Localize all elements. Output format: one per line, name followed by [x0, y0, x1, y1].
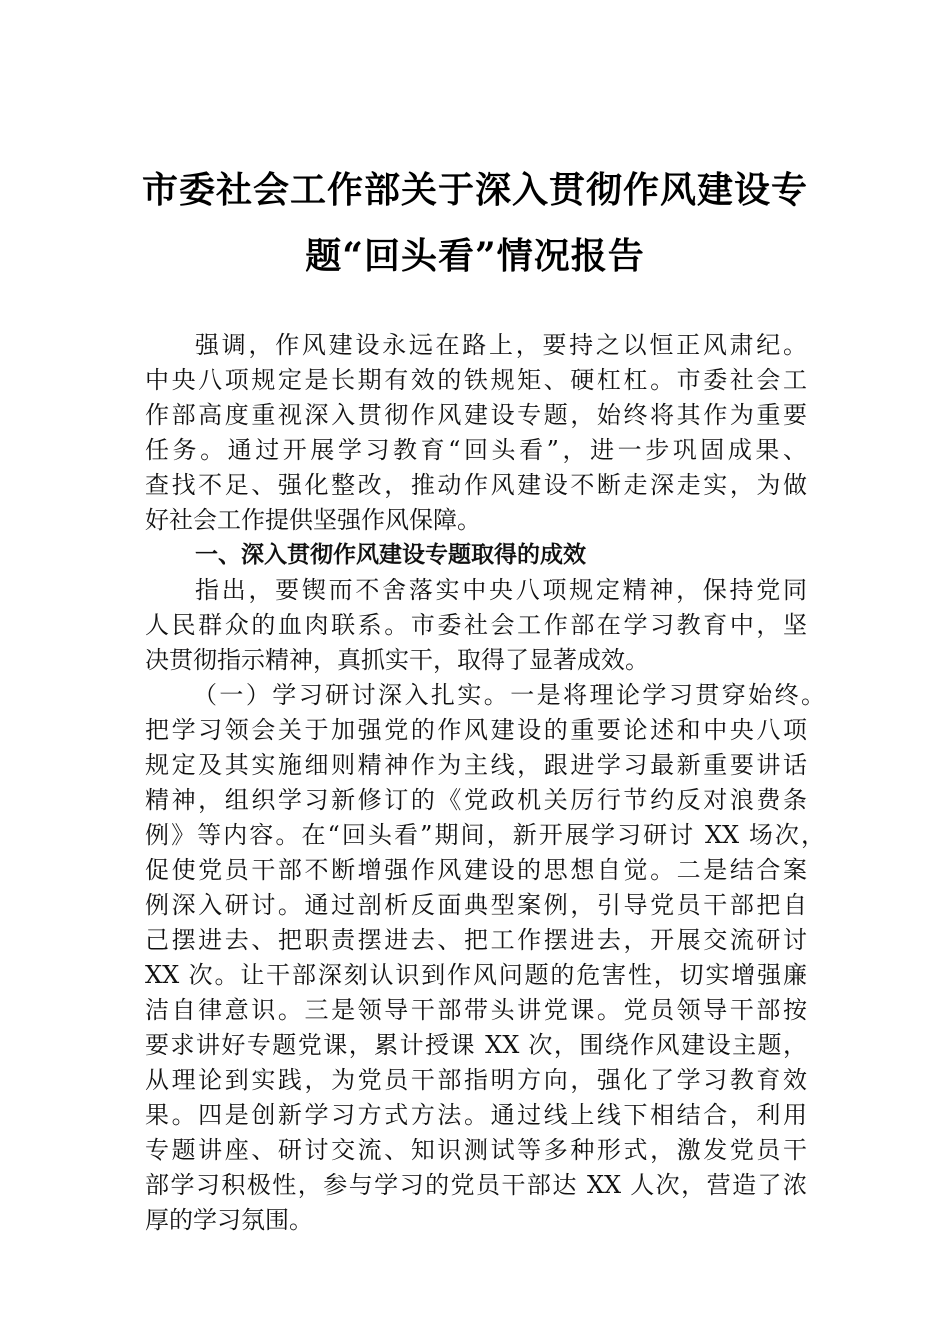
body-line: XX 次。让干部深刻认识到作风问题的危害性，切实增强廉: [145, 961, 807, 989]
body-line: 规定及其实施细则精神作为主线，跟进学习最新重要讲话: [145, 751, 807, 779]
body-line: 厚的学习氛围。: [145, 1206, 313, 1234]
body-line: 任务。通过开展学习教育“回头看”，进一步巩固成果、: [145, 436, 807, 464]
body-line: 促使党员干部不断增强作风建设的思想自觉。二是结合案: [145, 856, 807, 884]
body-line: 指出，要锲而不舍落实中央八项规定精神，保持党同: [195, 576, 807, 604]
body-line: 强调，作风建设永远在路上，要持之以恒正风肃纪。: [195, 331, 807, 359]
body-line: 中央八项规定是长期有效的铁规矩、硬杠杠。市委社会工: [145, 366, 807, 394]
body-line: 决贯彻指示精神，真抓实干，取得了显著成效。: [145, 646, 649, 674]
section-heading: 一、深入贯彻作风建设专题取得的成效: [195, 542, 586, 568]
body-line: 专题讲座、研讨交流、知识测试等多种形式，激发党员干: [145, 1136, 807, 1164]
body-line: 果。四是创新学习方式方法。通过线上线下相结合，利用: [145, 1101, 807, 1129]
body-line: 把学习领会关于加强党的作风建设的重要论述和中央八项: [145, 716, 807, 744]
body-line: 从理论到实践，为党员干部指明方向，强化了学习教育效: [145, 1066, 807, 1094]
document-title-line-2: 题“回头看”情况报告: [305, 235, 645, 277]
document-title-line-1: 市委社会工作部关于深入贯彻作风建设专: [141, 169, 808, 211]
body-line: 查找不足、强化整改，推动作风建设不断走深走实，为做: [145, 471, 807, 499]
body-line: 好社会工作提供坚强作风保障。: [145, 506, 481, 534]
body-line: 己摆进去、把职责摆进去、把工作摆进去，开展交流研讨: [145, 926, 807, 954]
body-line: 例深入研讨。通过剖析反面典型案例，引导党员干部把自: [145, 891, 807, 919]
body-line: （一）学习研讨深入扎实。一是将理论学习贯穿始终。: [193, 681, 825, 709]
body-line: 精神，组织学习新修订的《党政机关厉行节约反对浪费条: [145, 786, 807, 814]
body-line: 作部高度重视深入贯彻作风建设专题，始终将其作为重要: [145, 401, 807, 429]
body-line: 例》等内容。在“回头看”期间，新开展学习研讨 XX 场次，: [145, 821, 825, 849]
body-line: 要求讲好专题党课，累计授课 XX 次，围绕作风建设主题，: [145, 1031, 807, 1059]
body-line: 人民群众的血肉联系。市委社会工作部在学习教育中，坚: [145, 611, 807, 639]
body-line: 洁自律意识。三是领导干部带头讲党课。党员领导干部按: [145, 996, 807, 1024]
body-line: 部学习积极性，参与学习的党员干部达 XX 人次，营造了浓: [145, 1171, 807, 1199]
